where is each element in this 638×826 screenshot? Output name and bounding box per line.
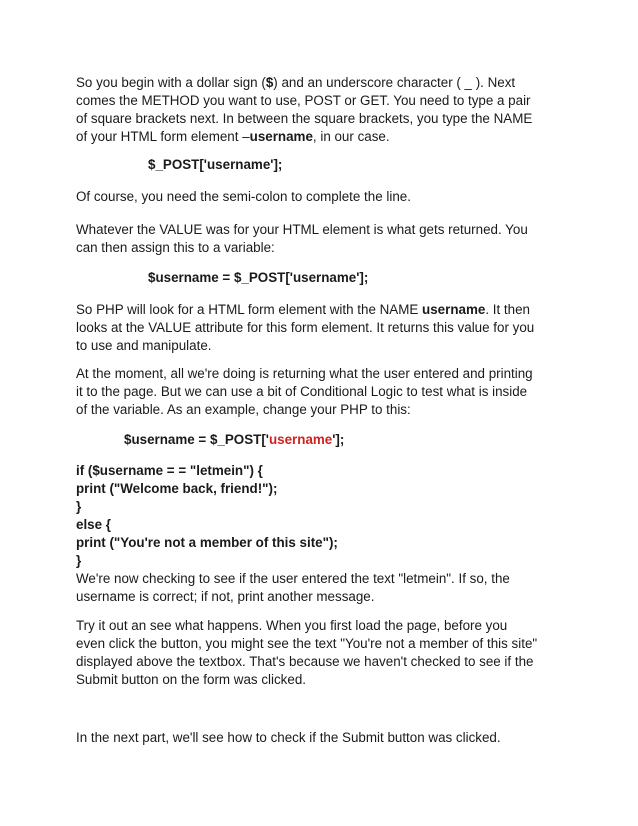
- code-assign-username: $username = $_POST['username'];: [148, 270, 369, 285]
- code-if-else-block: [76, 462, 338, 570]
- text-span: So PHP will look for a HTML form element with the NAME: [76, 302, 423, 317]
- bold-username: username: [249, 129, 313, 144]
- bold-username: username: [422, 302, 486, 317]
- text-line: can then assign this to a variable:: [76, 240, 275, 255]
- text-line: [76, 74, 532, 92]
- text-line: of the variable. As an example, change your PHP to this:: [76, 402, 411, 417]
- text-line: looks at the VALUE attribute for this form element. It returns this value for you: [76, 320, 535, 335]
- text-line: comes the METHOD you want to use, POST or GET. You need to type a pair: [76, 93, 531, 108]
- bold-dollar: $: [265, 75, 274, 90]
- text-span: . It then: [485, 302, 530, 317]
- text-line: [76, 128, 532, 146]
- text-line: even click the button, you might see the text "You're not a member of this site": [76, 636, 538, 651]
- text-line: to use and manipulate.: [76, 338, 212, 353]
- text-line: [76, 301, 534, 319]
- code-span: $username = $_POST[': [124, 432, 269, 447]
- code-line: }: [76, 499, 82, 514]
- code-line: print ("You're not a member of this site");: [76, 535, 338, 550]
- code-line: print ("Welcome back, friend!");: [76, 481, 278, 496]
- text-line: it to the page. But we can use a bit of Conditional Logic to test what is inside: [76, 384, 528, 399]
- text-line: At the moment, all we're doing is returning what the user entered and printing: [76, 366, 533, 381]
- text-line: username is correct; if not, print another message.: [76, 589, 375, 604]
- text-span: So you begin with a dollar sign (: [76, 75, 266, 90]
- paragraph-next-part: In the next part, we'll see how to check if the Submit button was clicked.: [76, 730, 501, 745]
- text-span: , in our case.: [312, 129, 390, 144]
- paragraph-value: [76, 221, 528, 257]
- text-span: ) and an underscore character ( _ ). Next: [273, 75, 516, 90]
- paragraph-intro: [76, 74, 532, 146]
- text-line: We're now checking to see if the user entered the text "letmein". If so, the: [76, 571, 510, 586]
- text-line: of square brackets next. In between the square brackets, you type the NAME: [76, 111, 533, 126]
- paragraph-semicolon: Of course, you need the semi-colon to complete the line.: [76, 189, 411, 204]
- text-line: Submit button on the form was clicked.: [76, 672, 306, 687]
- code-line: }: [76, 553, 82, 568]
- code-line: if ($username = = "letmein") {: [76, 463, 263, 478]
- code-line: else {: [76, 517, 111, 532]
- text-line: Whatever the VALUE was for your HTML element is what gets returned. You: [76, 222, 528, 237]
- code-span: '];: [332, 432, 345, 447]
- code-assign-highlighted: [76, 431, 344, 449]
- paragraph-conditional: [76, 365, 533, 419]
- paragraph-php-lookup: [76, 301, 534, 355]
- text-span: of your HTML form element –: [76, 129, 250, 144]
- text-line: Try it out an see what happens. When you first load the page, before you: [76, 618, 508, 633]
- code-post-username: $_POST['username'];: [148, 157, 283, 172]
- code-highlight-username: username: [268, 432, 333, 447]
- paragraph-try-it: [76, 617, 537, 689]
- paragraph-checking: [76, 570, 510, 606]
- text-line: displayed above the textbox. That's because we haven't checked to see if the: [76, 654, 534, 669]
